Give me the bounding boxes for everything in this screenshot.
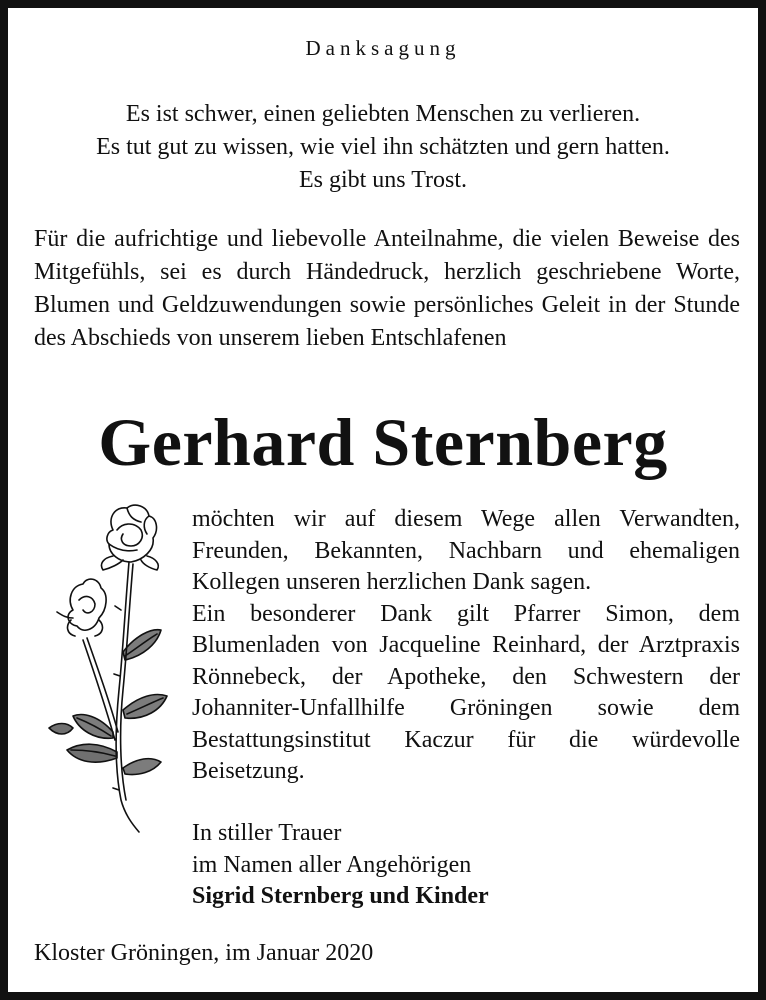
signature-line-relatives: im Namen aller Angehörigen (192, 851, 472, 878)
quote-line: Es tut gut zu wissen, wie viel ihn schätzten und gern hatten. (96, 134, 670, 160)
quote-block (8, 98, 758, 197)
place-date: Kloster Gröningen, im Januar 2020 (34, 940, 374, 966)
thanks-paragraph-1: möchten wir auf diesem Wege allen Verwandten, Freunden, Bekannten, Nachbarn und ehemaligen Kollegen unseren herzlichen Dank sagen. (192, 506, 740, 595)
thanks-text (192, 504, 740, 788)
deceased-name: Gerhard Sternberg (98, 404, 668, 480)
rose-icon (43, 500, 173, 840)
notice-heading: Danksagung (305, 36, 461, 60)
intro-paragraph: Für die aufrichtige und liebevolle Anteilnahme, die vielen Beweise des Mitgefühls, sei es durch Händedruck, herzlich geschriebene Worte, Blumen und Geldzuwendungen sowie persönliches Geleit in der Stunde des Abschieds von unserem lieben Entschlafenen (34, 226, 740, 351)
signature-line-mourning: In stiller Trauer (192, 820, 342, 846)
quote-line: Es ist schwer, einen geliebten Menschen zu verlieren. (125, 101, 641, 127)
signature-block (192, 818, 489, 913)
quote-line: Es gibt uns Trost. (298, 167, 468, 193)
signature-names: Sigrid Sternberg und Kinder (192, 883, 489, 909)
thanks-paragraph-2: Ein besonderer Dank gilt Pfarrer Simon, dem Blumenladen von Jacqueline Reinhard, der Arztpraxis Rönnebeck, der Apotheke, den Schwestern der Johanniter-Unfallhilfe Gröningen sowie dem Bestattungsinstitut Kaczur für die würdevolle Beisetzung. (192, 600, 740, 784)
